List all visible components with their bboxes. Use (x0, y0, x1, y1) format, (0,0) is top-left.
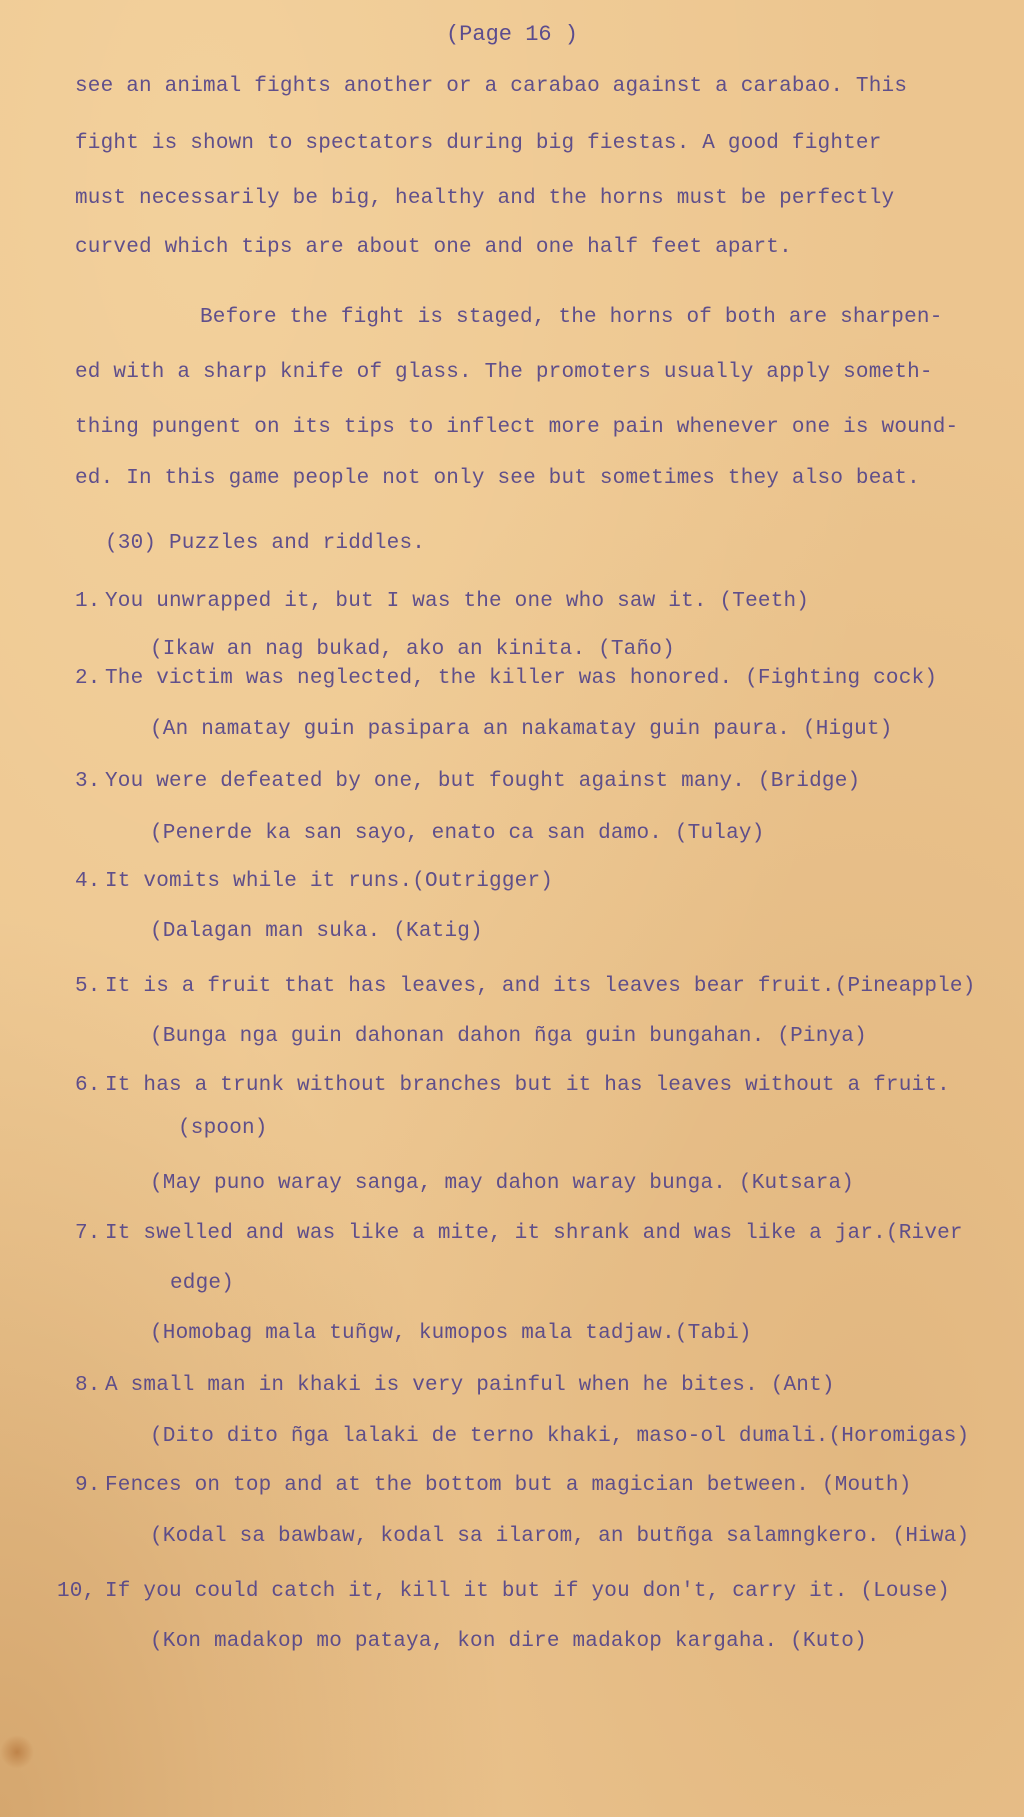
riddle-3-native: (Penerde ka san sayo, enato ca san damo. (Tulay) (150, 822, 765, 845)
riddle-1-number: 1. (75, 590, 101, 613)
paper-stain (0, 1735, 34, 1769)
page-number-header: (Page 16 ) (445, 22, 579, 47)
riddle-1-native: (Ikaw an nag bukad, ako an kinita. (Taño) (150, 638, 675, 661)
riddle-7-native: (Homobag mala tuñgw, kumopos mala tadjaw.(Tabi) (150, 1322, 752, 1345)
riddle-10-english: If you could catch it, kill it but if you don't, carry it. (Louse) (105, 1580, 950, 1603)
riddle-4-number: 4. (75, 870, 101, 893)
riddle-4-native: (Dalagan man suka. (Katig) (150, 920, 483, 943)
paragraph-2-line-4: ed. In this game people not only see but sometimes they also beat. (75, 467, 920, 490)
riddle-2-native: (An namatay guin pasipara an nakamatay guin paura. (Higut) (150, 718, 893, 741)
riddle-7-number: 7. (75, 1222, 101, 1245)
paragraph-1-line-1: see an animal fights another or a carabao against a carabao. This (75, 75, 908, 98)
riddle-6-english-continued: (spoon) (178, 1117, 268, 1140)
section-heading: (30) Puzzles and riddles. (105, 532, 426, 555)
riddle-9-native: (Kodal sa bawbaw, kodal sa ilarom, an butñga salamngkero. (Hiwa) (150, 1525, 970, 1548)
riddle-8-english: A small man in khaki is very painful when he bites. (Ant) (105, 1374, 835, 1397)
riddle-5-english: It is a fruit that has leaves, and its leaves bear fruit.(Pineapple) (105, 975, 976, 998)
paragraph-1-line-2: fight is shown to spectators during big fiestas. A good fighter (75, 132, 882, 155)
paragraph-2-line-3: thing pungent on its tips to inflect more pain whenever one is wound- (75, 416, 959, 439)
riddle-4-english: It vomits while it runs.(Outrigger) (105, 870, 554, 893)
riddle-8-number: 8. (75, 1374, 101, 1397)
riddle-8-native: (Dito dito ñga lalaki de terno khaki, maso-ol dumali.(Horomigas) (150, 1425, 970, 1448)
riddle-2-number: 2. (75, 667, 101, 690)
riddle-2-english: The victim was neglected, the killer was honored. (Fighting cock) (105, 667, 938, 690)
riddle-10-number: 10, (57, 1580, 96, 1603)
paragraph-1-line-4: curved which tips are about one and one half feet apart. (75, 236, 792, 259)
riddle-1-english: You unwrapped it, but I was the one who saw it. (Teeth) (105, 590, 810, 613)
riddle-10-native: (Kon madakop mo pataya, kon dire madakop kargaha. (Kuto) (150, 1630, 867, 1653)
riddle-5-native: (Bunga nga guin dahonan dahon ñga guin bungahan. (Pinya) (150, 1025, 867, 1048)
riddle-3-english: You were defeated by one, but fought against many. (Bridge) (105, 770, 861, 793)
riddle-9-english: Fences on top and at the bottom but a magician between. (Mouth) (105, 1474, 912, 1497)
riddle-6-number: 6. (75, 1074, 101, 1097)
paragraph-1-line-3: must necessarily be big, healthy and the horns must be perfectly (75, 187, 895, 210)
paragraph-2-line-2: ed with a sharp knife of glass. The promoters usually apply someth- (75, 361, 933, 384)
riddle-9-number: 9. (75, 1474, 101, 1497)
paragraph-2-line-1: Before the fight is staged, the horns of both are sharpen- (200, 306, 943, 329)
riddle-3-number: 3. (75, 770, 101, 793)
riddle-6-native: (May puno waray sanga, may dahon waray bunga. (Kutsara) (150, 1172, 855, 1195)
riddle-7-english: It swelled and was like a mite, it shrank and was like a jar.(River (105, 1222, 963, 1245)
riddle-5-number: 5. (75, 975, 101, 998)
riddle-6-english: It has a trunk without branches but it has leaves without a fruit. (105, 1074, 950, 1097)
riddle-7-english-continued: edge) (170, 1272, 235, 1295)
